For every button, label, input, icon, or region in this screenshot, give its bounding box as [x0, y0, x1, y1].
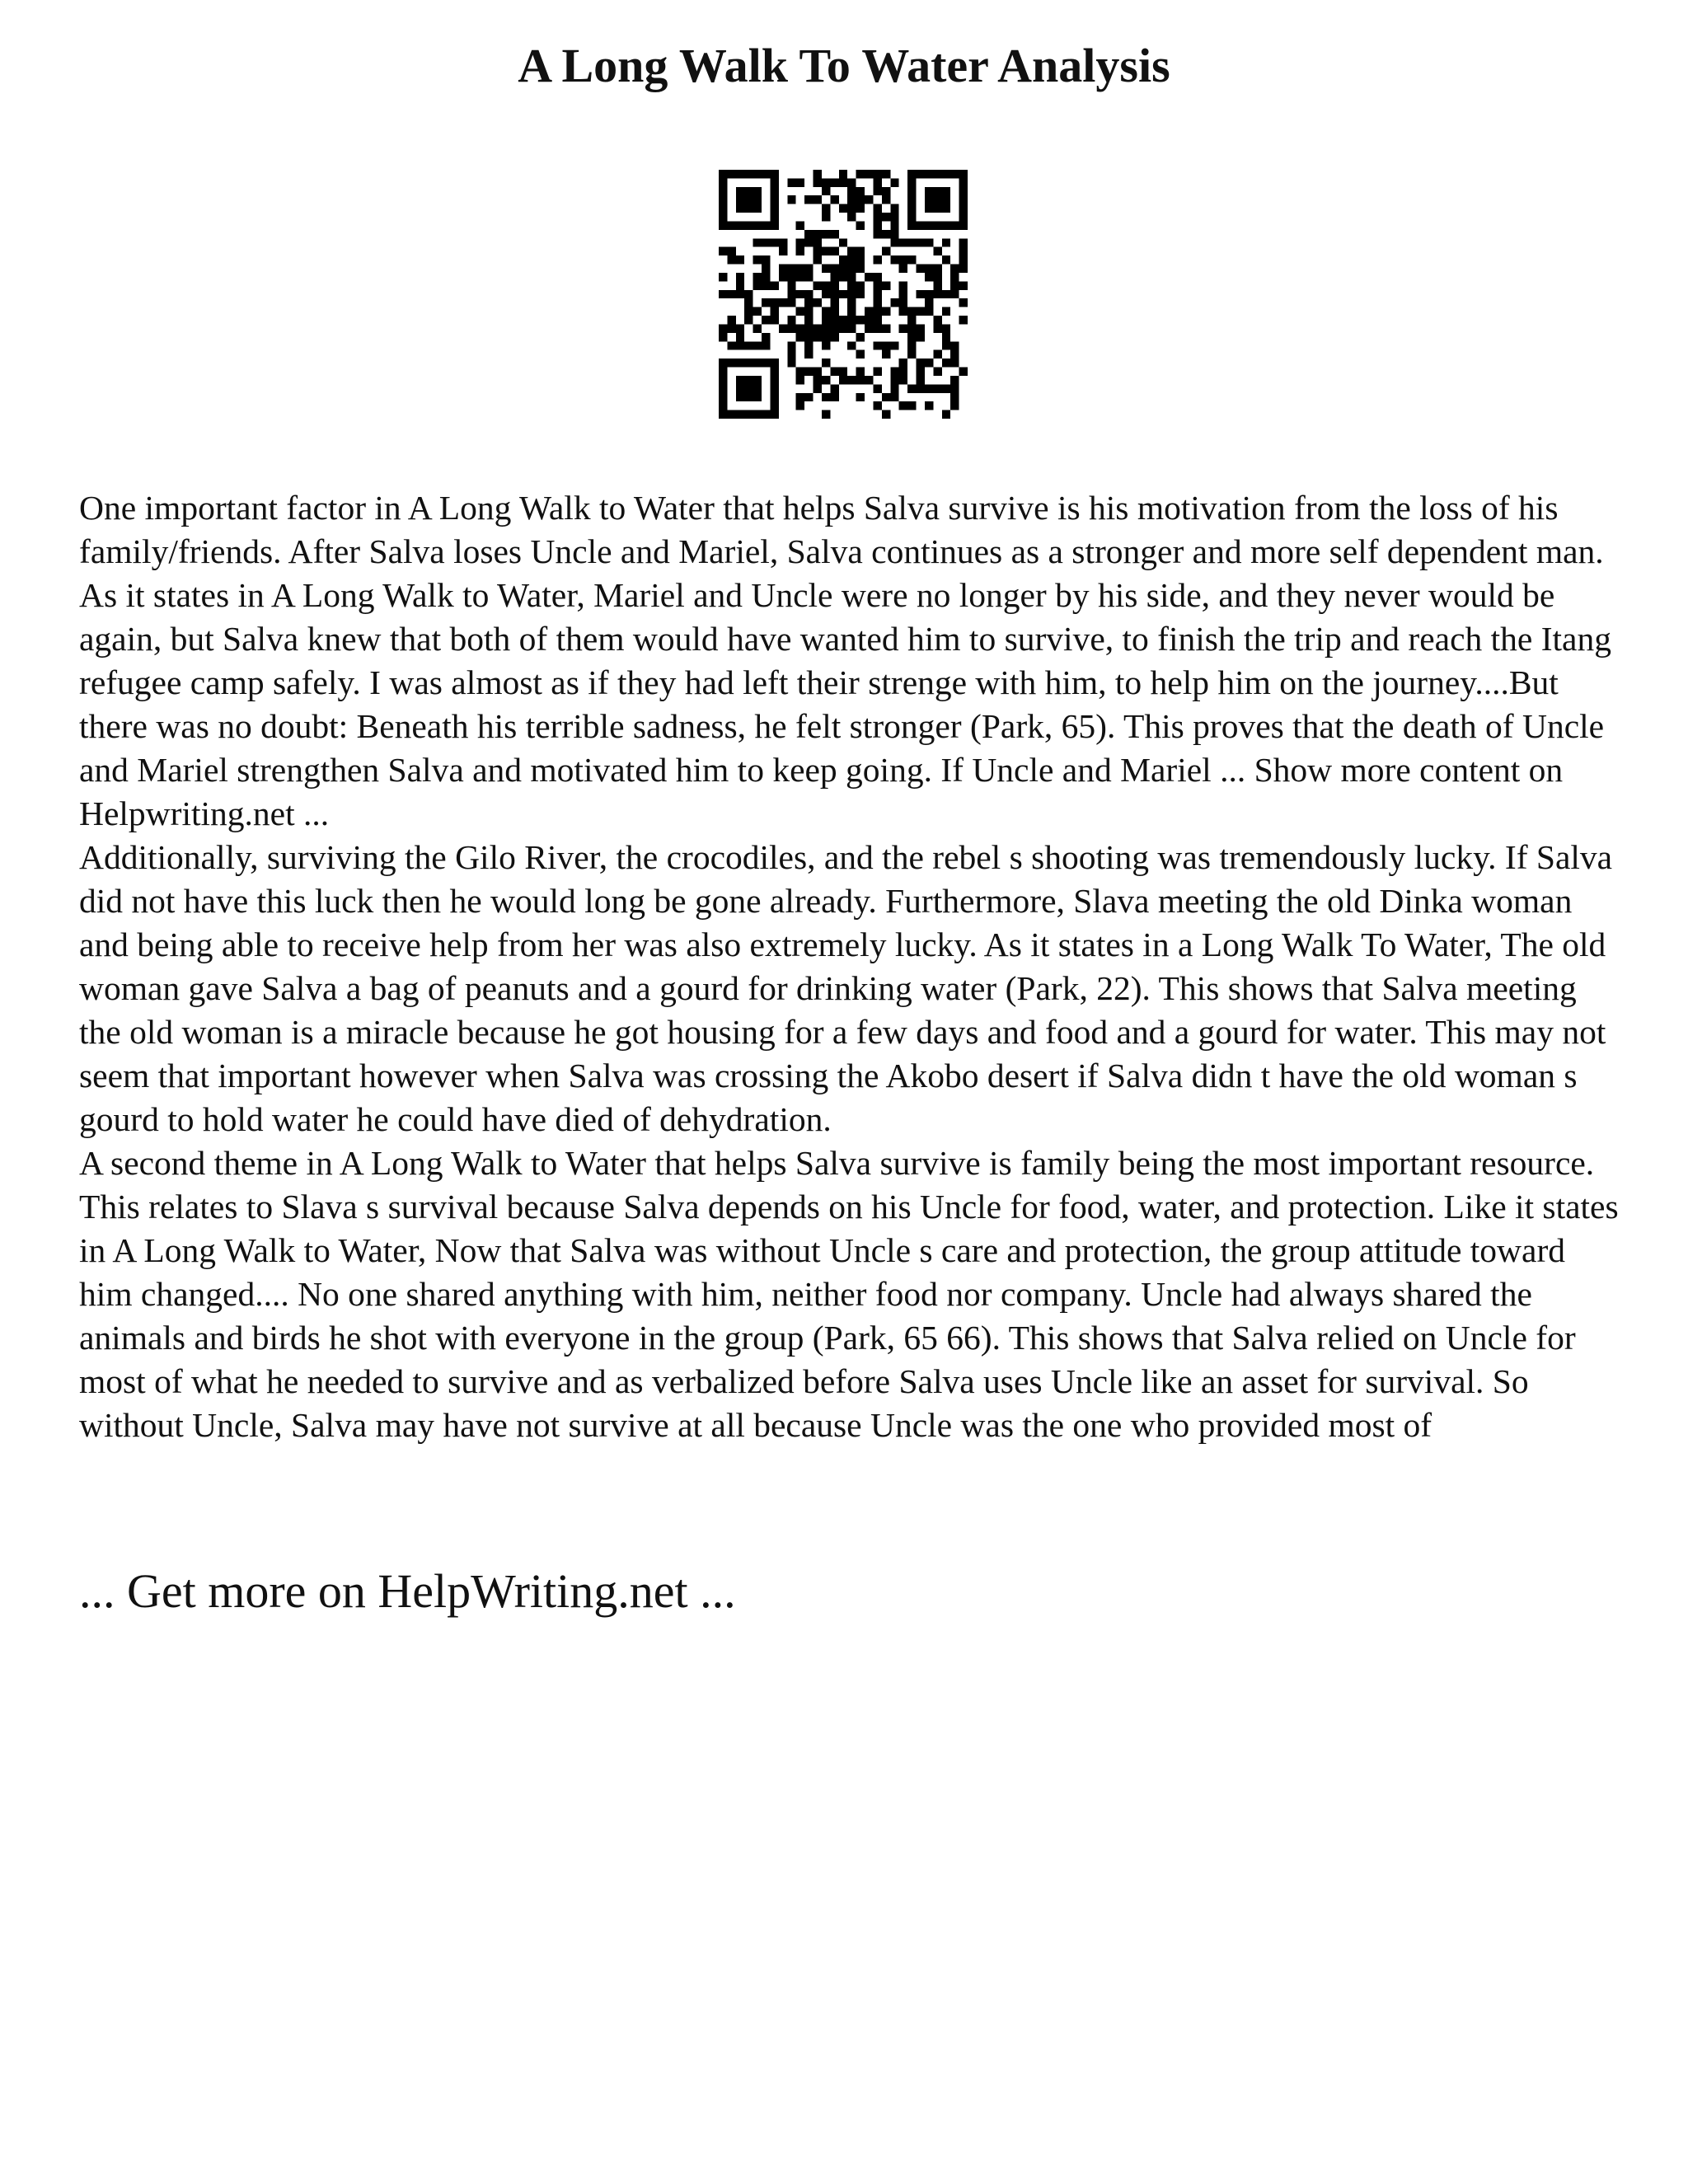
qr-code-graphic — [719, 170, 968, 419]
paragraph-2: Additionally, surviving the Gilo River, the crocodiles, and the rebel s shooting was tremendously lucky. If Salva did not have this luck then he would long be gone already. Furthermore, Slava meeting the old Dinka woman and being able to receive help from her was also extremely lucky. As it states in a Long Walk To Water, The old woman gave Salva a bag of peanuts and a gourd for drinking water (Park, 22). This shows that Salva meeting the old woman is a miracle because he got housing for a few days and food and a gourd for water. This may not seem that important however when Salva was crossing the Akobo desert if Salva didn t have the old woman s gourd to hold water he could have died of dehydration. — [79, 838, 1613, 1138]
document-body — [79, 486, 1620, 1447]
paragraph-3: A second theme in A Long Walk to Water that helps Salva survive is family being the most important resource. This relates to Slava s survival because Salva depends on his Uncle for food, water, and protection. Like it states in A Long Walk to Water, Now that Salva was without Uncle s care and protection, the group attitude toward him changed.... No one shared anything with him, neither food nor company. Uncle had always shared the animals and birds he shot with everyone in the group (Park, 65 66). This shows that Salva relied on Uncle for most of what he needed to survive and as verbalized before Salva uses Uncle like an asset for survival. So without Uncle, Salva may have not survive at all because Uncle was the one who provided most of — [79, 1144, 1619, 1444]
qr-code-icon[interactable] — [719, 170, 968, 419]
document-title: A Long Walk To Water Analysis — [518, 39, 1170, 92]
paragraph-1: One important factor in A Long Walk to Water that helps Salva survive is his motivation from the loss of his family/friends. After Salva loses Uncle and Mariel, Salva continues as a stronger and more self dependent man. As it states in A Long Walk to Water, Mariel and Uncle were no longer by his side, and they never would be again, but Salva knew that both of them would have wanted him to survive, to finish the trip and reach the Itang refugee camp safely. I was almost as if they had left their strenge with him, to help him on the journey....But there was no doubt: Beneath his terrible sadness, he felt stronger (Park, 65). This proves that the death of Uncle and Mariel strengthen Salva and motivated him to keep going. If Uncle and Mariel ... Show more content on Helpwriting.net ... — [79, 489, 1611, 832]
get-more-link[interactable]: ... Get more on HelpWriting.net ... — [79, 1564, 736, 1618]
